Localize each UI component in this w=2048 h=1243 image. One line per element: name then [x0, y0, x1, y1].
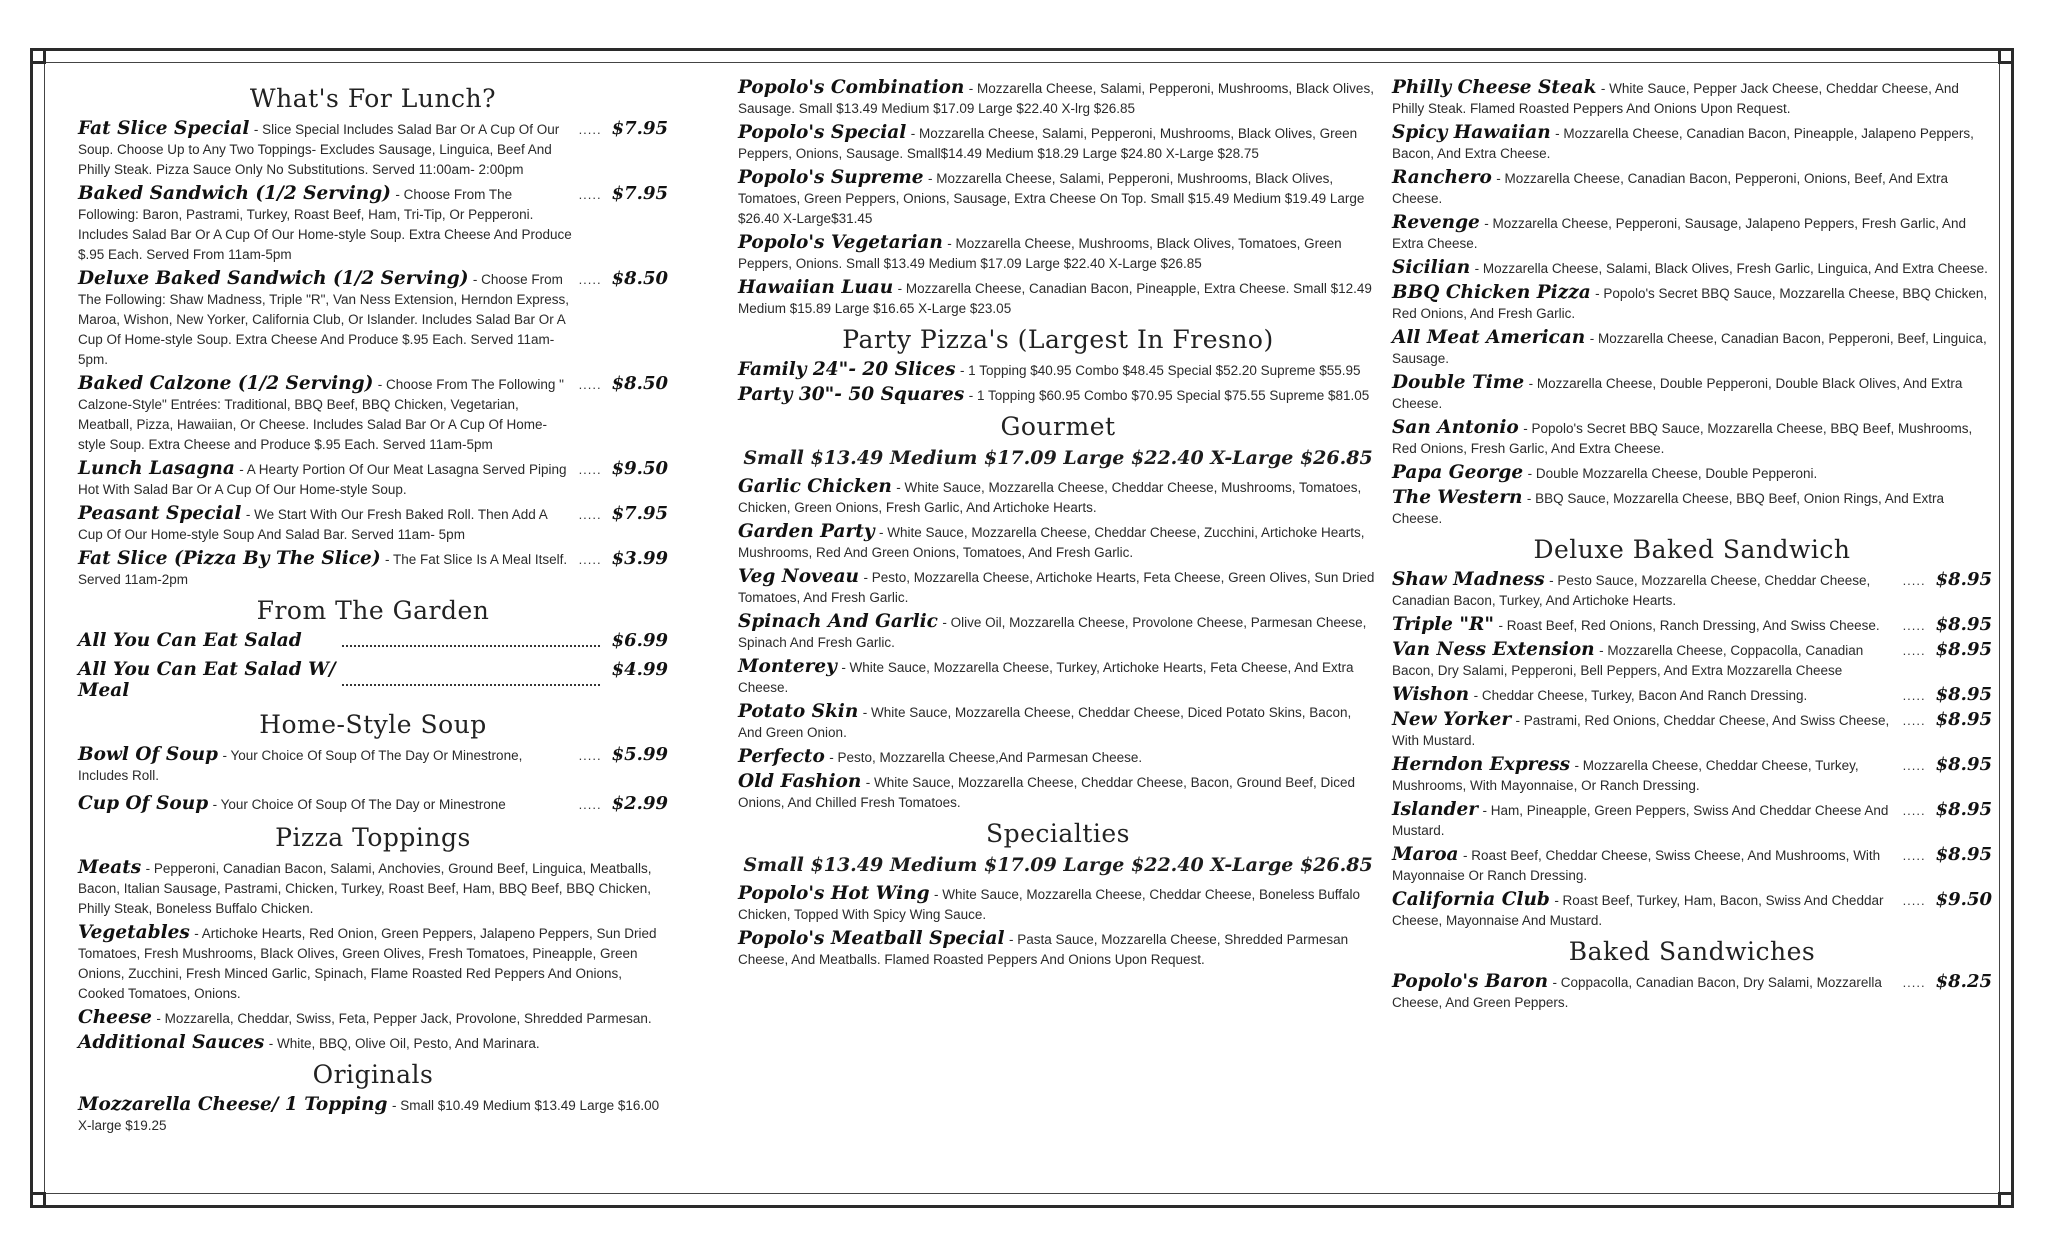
- menu-item: [738, 477, 1378, 518]
- item-name: Cup Of Soup: [78, 793, 209, 814]
- menu-item-body: [78, 269, 575, 370]
- item-name: BBQ Chicken Pizza: [1392, 282, 1591, 303]
- item-description: - White Sauce, Mozzarella Cheese, Cheddar Cheese, Mushrooms, Tomatoes, Chicken, Green Onions, Fresh Garlic, And Artichoke Hearts.: [738, 480, 1362, 515]
- item-name: Hawaiian Luau: [738, 277, 894, 298]
- menu-item: [738, 78, 1378, 119]
- item-description: - Pesto, Mozzarella Cheese,And Parmesan Cheese.: [829, 750, 1143, 765]
- item-description: - We Start With Our Fresh Baked Roll. Then Add A Cup Of Our Home-style Soup And Salad Bar. Served 11am- 5pm: [78, 507, 547, 542]
- dot-leader: .....: [1902, 688, 1926, 703]
- item-name: Herndon Express: [1392, 754, 1571, 775]
- column-right: [1392, 78, 1992, 1017]
- menu-item: [738, 522, 1378, 563]
- dot-leader: .....: [1902, 573, 1926, 588]
- item-description: - Ham, Pineapple, Green Peppers, Swiss And Cheddar Cheese And Mustard.: [1392, 803, 1889, 838]
- item-description: - Mozzarella Cheese, Salami, Pepperoni, Mushrooms, Black Olives, Sausage. Small $13.49 Medium $17.09 Large $22.40 X-lrg $26.85: [738, 81, 1374, 116]
- menu-item-row: [78, 745, 668, 786]
- menu-item-row: [78, 660, 668, 702]
- item-price: $8.95: [1935, 614, 1992, 635]
- item-description: - Mozzarella, Cheddar, Swiss, Feta, Pepper Jack, Provolone, Shredded Parmesan.: [156, 1011, 652, 1026]
- menu-item: [78, 923, 668, 1004]
- item-price: $8.25: [1935, 971, 1992, 992]
- menu-item-body: [78, 745, 575, 786]
- column-middle: [738, 78, 1378, 974]
- menu-item-row: [78, 374, 668, 455]
- dot-leader: .....: [578, 122, 602, 137]
- item-description: - Coppacolla, Canadian Bacon, Dry Salami, Mozzarella Cheese, And Green Peppers.: [1392, 975, 1882, 1010]
- item-price: $2.99: [611, 793, 668, 814]
- item-name: All You Can Eat Salad: [78, 630, 302, 651]
- menu-item-row: [78, 459, 668, 500]
- menu-item-body: [1392, 570, 1899, 611]
- menu-item: [738, 929, 1378, 970]
- item-name: Popolo's Vegetarian: [738, 232, 943, 253]
- item-description: - Pasta Sauce, Mozzarella Cheese, Shredded Parmesan Cheese, And Meatballs. Flamed Roasted Peppers And Onions Upon Request.: [738, 932, 1349, 967]
- menu-item-row: [78, 794, 668, 815]
- item-description: - Your Choice Of Soup Of The Day Or Minestrone, Includes Roll.: [78, 748, 523, 783]
- item-name: Maroa: [1392, 844, 1459, 865]
- menu-item: [1392, 123, 1992, 164]
- item-name: Potato Skin: [738, 701, 859, 722]
- section-title: Home-Style Soup: [259, 710, 487, 739]
- menu-item-body: [78, 794, 575, 815]
- item-description: - Choose From The Following: Shaw Madness, Triple "R", Van Ness Extension, Herndon Express, Maroa, Wishon, New Yorker, California Club, Or Islander. Includes Salad Bar Or A Cup Of Home-style Soup. Extra Cheese And Produce $.95 Each. Served 11am-5pm.: [78, 272, 570, 367]
- menu-item: [78, 1095, 668, 1136]
- item-name: Popolo's Special: [738, 122, 907, 143]
- menu-item: [78, 374, 668, 455]
- corner-ornament: [30, 48, 46, 64]
- menu-item: [1392, 488, 1992, 529]
- item-description: - White Sauce, Mozzarella Cheese, Cheddar Cheese, Zucchini, Artichoke Hearts, Mushrooms, Red And Green Onions, Tomatoes, And Fresh Garlic.: [738, 525, 1365, 560]
- menu-item: [1392, 168, 1992, 209]
- item-price: $8.50: [611, 373, 668, 394]
- item-name: Vegetables: [78, 922, 190, 943]
- item-name: Meats: [78, 857, 142, 878]
- menu-item-row: [78, 631, 668, 652]
- menu-item: [1392, 213, 1992, 254]
- menu-item-body: [78, 119, 575, 180]
- item-name: Triple "R": [1392, 614, 1495, 635]
- section-title: Baked Sandwiches: [1568, 937, 1816, 966]
- item-name: Garlic Chicken: [738, 476, 892, 497]
- menu-item: [78, 269, 668, 370]
- menu-item: [1392, 258, 1992, 279]
- section-title: Gourmet: [1000, 412, 1116, 441]
- section-title: Specialties: [986, 819, 1130, 848]
- dot-leader: .....: [1902, 848, 1926, 863]
- item-name: Veg Noveau: [738, 566, 860, 587]
- item-name: Party 30"- 50 Squares: [738, 384, 965, 405]
- item-name: Papa George: [1392, 462, 1524, 483]
- item-name: Double Time: [1392, 372, 1525, 393]
- item-price: $4.99: [611, 659, 668, 680]
- item-price: $6.99: [611, 630, 668, 651]
- item-name: Family 24"- 20 Slices: [738, 359, 956, 380]
- item-name: Islander: [1392, 799, 1478, 820]
- section-title: From The Garden: [256, 596, 490, 625]
- item-description: - Choose From The Following: Baron, Pastrami, Turkey, Roast Beef, Ham, Tri-Tip, Or Pepperoni. Includes Salad Bar Or A Cup Of Our Home-style Soup. Extra Cheese And Produce $.95 Each. Served From 11am-5pm: [78, 187, 572, 262]
- dot-leader: .....: [1902, 618, 1926, 633]
- item-name: Popolo's Meatball Special: [738, 928, 1005, 949]
- menu-item: [78, 858, 668, 919]
- item-price: $8.95: [1935, 844, 1992, 865]
- menu-item: [1392, 283, 1992, 324]
- menu-columns: [78, 77, 1992, 1188]
- section-title: Pizza Toppings: [275, 823, 471, 852]
- item-description: - Pastrami, Red Onions, Cheddar Cheese, And Swiss Cheese, With Mustard.: [1392, 713, 1890, 748]
- item-description: - Roast Beef, Red Onions, Ranch Dressing, And Swiss Cheese.: [1498, 618, 1880, 633]
- item-name: Garden Party: [738, 521, 875, 542]
- menu-item: [738, 747, 1378, 768]
- section-title: Party Pizza's (Largest In Fresno): [842, 325, 1274, 354]
- menu-item: [1392, 890, 1992, 931]
- item-price: $9.50: [611, 458, 668, 479]
- dot-leader: .....: [578, 507, 602, 522]
- menu-item: [738, 278, 1378, 319]
- item-description: - Mozzarella Cheese, Double Pepperoni, Double Black Olives, And Extra Cheese.: [1392, 376, 1963, 411]
- menu-item: [78, 549, 668, 590]
- item-name: Popolo's Combination: [738, 77, 965, 98]
- menu-item: [78, 459, 668, 500]
- menu-item: [78, 794, 668, 815]
- item-description: - Pepperoni, Canadian Bacon, Salami, Anchovies, Ground Beef, Linguica, Meatballs, Bacon, Italian Sausage, Pastrami, Chicken, Turkey, Roast Beef, Ham, BBQ Beef, BBQ Chicken, Philly Steak, Boneless Buffalo Chicken.: [78, 861, 652, 916]
- menu-item: [738, 123, 1378, 164]
- menu-item-row: [1392, 710, 1992, 751]
- menu-item: [1392, 328, 1992, 369]
- menu-item-body: [1392, 890, 1899, 931]
- item-name: Spinach And Garlic: [738, 611, 938, 632]
- menu-item: [1392, 373, 1992, 414]
- item-description: - Mozzarella Cheese, Canadian Bacon, Pepperoni, Beef, Linguica, Sausage.: [1392, 331, 1987, 366]
- item-name: Peasant Special: [78, 503, 242, 524]
- item-name: Old Fashion: [738, 771, 862, 792]
- dot-leader: [342, 684, 600, 686]
- item-description: - Your Choice Of Soup Of The Day or Minestrone: [212, 797, 506, 812]
- item-name: Baked Calzone (1/2 Serving): [78, 373, 374, 394]
- item-description: - Slice Special Includes Salad Bar Or A Cup Of Our Soup. Choose Up to Any Two Toppings- Excludes Sausage, Linguica, Beef And Philly Steak. Pizza Sauce Only No Substitutions. Served 11:00am- 2:00pm: [78, 122, 560, 177]
- menu-item: [738, 657, 1378, 698]
- item-description: - White, BBQ, Olive Oil, Pesto, And Marinara.: [268, 1036, 540, 1051]
- item-price: $8.95: [1935, 799, 1992, 820]
- menu-item: [1392, 710, 1992, 751]
- dot-leader: .....: [1902, 975, 1926, 990]
- menu-item: [1392, 845, 1992, 886]
- item-description: - Roast Beef, Turkey, Ham, Bacon, Swiss And Cheddar Cheese, Mayonnaise And Mustard.: [1392, 893, 1884, 928]
- menu-item-body: [1392, 972, 1899, 1013]
- size-prices: Small $13.49 Medium $17.09 Large $22.40 X-Large $26.85: [743, 447, 1373, 469]
- menu-item-row: [1392, 800, 1992, 841]
- item-description: - Mozzarella Cheese, Coppacolla, Canadian Bacon, Dry Salami, Pepperoni, Bell Peppers, And Extra Mozzarella Cheese: [1392, 643, 1864, 678]
- item-description: - White Sauce, Mozzarella Cheese, Cheddar Cheese, Diced Potato Skins, Bacon, And Green Onion.: [738, 705, 1352, 740]
- menu-item-row: [1392, 972, 1992, 1013]
- item-name: San Antonio: [1392, 417, 1519, 438]
- menu-item: [78, 745, 668, 786]
- menu-item-row: [1392, 640, 1992, 681]
- menu-item: [738, 612, 1378, 653]
- item-name: The Western: [1392, 487, 1523, 508]
- item-name: Bowl Of Soup: [78, 744, 218, 765]
- item-name: Popolo's Hot Wing: [738, 883, 930, 904]
- menu-item-row: [78, 119, 668, 180]
- menu-item-row: [78, 269, 668, 370]
- menu-item-row: [78, 184, 668, 265]
- menu-item: [738, 360, 1378, 381]
- menu-item-row: [78, 549, 668, 590]
- menu-item: [1392, 640, 1992, 681]
- item-price: $8.50: [611, 268, 668, 289]
- menu-item-body: [1392, 685, 1899, 706]
- menu-item-body: [78, 549, 575, 590]
- item-name: Cheese: [78, 1007, 152, 1028]
- item-description: - Mozzarella Cheese, Cheddar Cheese, Turkey, Mushrooms, With Mayonnaise, Or Ranch Dressing.: [1392, 758, 1859, 793]
- menu-item-body: [78, 631, 336, 652]
- item-description: - White Sauce, Mozzarella Cheese, Turkey, Artichoke Hearts, Feta Cheese, And Extra Cheese.: [738, 660, 1354, 695]
- menu-item: [78, 1008, 668, 1029]
- menu-item: [1392, 685, 1992, 706]
- item-description: - 1 Topping $60.95 Combo $70.95 Special $75.55 Supreme $81.05: [968, 388, 1370, 403]
- menu-item-row: [1392, 570, 1992, 611]
- menu-item: [1392, 570, 1992, 611]
- item-name: All You Can Eat Salad W/ Meal: [78, 659, 336, 701]
- item-price: $8.95: [1935, 754, 1992, 775]
- column-left: [78, 78, 668, 1140]
- menu-item: [1392, 615, 1992, 636]
- item-description: - Mozzarella Cheese, Canadian Bacon, Pepperoni, Onions, Beef, And Extra Cheese.: [1392, 171, 1949, 206]
- menu-item: [1392, 463, 1992, 484]
- dot-leader: .....: [578, 748, 602, 763]
- section-title: What's For Lunch?: [249, 84, 497, 113]
- item-description: - Cheddar Cheese, Turkey, Bacon And Ranch Dressing.: [1473, 688, 1808, 703]
- item-price: $8.95: [1935, 569, 1992, 590]
- menu-item: [738, 385, 1378, 406]
- item-name: Wishon: [1392, 684, 1470, 705]
- item-description: - Olive Oil, Mozzarella Cheese, Provolone Cheese, Parmesan Cheese, Spinach And Fresh Garlic.: [738, 615, 1367, 650]
- menu-item: [78, 184, 668, 265]
- menu-item: [1392, 755, 1992, 796]
- item-name: Spicy Hawaiian: [1392, 122, 1551, 143]
- item-description: - Pesto, Mozzarella Cheese, Artichoke Hearts, Feta Cheese, Green Olives, Sun Dried Tomatoes, And Fresh Garlic.: [738, 570, 1375, 605]
- menu-item: [78, 504, 668, 545]
- menu-item-row: [1392, 890, 1992, 931]
- dot-leader: .....: [578, 552, 602, 567]
- menu-item-body: [78, 184, 575, 265]
- corner-ornament: [1998, 48, 2014, 64]
- dot-leader: .....: [1902, 893, 1926, 908]
- menu-item: [78, 660, 668, 702]
- menu-item: [1392, 800, 1992, 841]
- item-price: $8.95: [1935, 684, 1992, 705]
- menu-item: [738, 168, 1378, 229]
- item-description: - White Sauce, Mozzarella Cheese, Cheddar Cheese, Bacon, Ground Beef, Diced Onions, And Chilled Fresh Tomatoes.: [738, 775, 1356, 810]
- menu-item: [738, 567, 1378, 608]
- item-description: - Popolo's Secret BBQ Sauce, Mozzarella Cheese, BBQ Chicken, Red Onions, And Fresh Garlic.: [1392, 286, 1988, 321]
- menu-item: [1392, 78, 1992, 119]
- menu-item-body: [1392, 710, 1899, 751]
- menu-item-body: [1392, 615, 1899, 636]
- dot-leader: .....: [578, 187, 602, 202]
- dot-leader: .....: [1902, 643, 1926, 658]
- item-price: $5.99: [611, 744, 668, 765]
- item-description: - Roast Beef, Cheddar Cheese, Swiss Cheese, And Mushrooms, With Mayonnaise Or Ranch Dressing.: [1392, 848, 1881, 883]
- item-description: - 1 Topping $40.95 Combo $48.45 Special $52.20 Supreme $55.95: [959, 363, 1361, 378]
- item-name: Fat Slice (Pizza By The Slice): [78, 548, 381, 569]
- item-description: - Mozzarella Cheese, Canadian Bacon, Pineapple, Jalapeno Peppers, Bacon, And Extra Cheese.: [1392, 126, 1974, 161]
- item-price: $7.95: [611, 503, 668, 524]
- item-name: Perfecto: [738, 746, 825, 767]
- item-description: - White Sauce, Mozzarella Cheese, Cheddar Cheese, Boneless Buffalo Chicken, Topped With Spicy Wing Sauce.: [738, 887, 1361, 922]
- item-description: - Choose From The Following " Calzone-Style" Entrées: Traditional, BBQ Beef, BBQ Chicken, Vegetarian, Meatball, Pizza, Hawaiian, Or Cheese. Includes Salad Bar Or A Cup Of Home-style Soup. Extra Cheese and Produce $.95 Each. Served 11am-5pm: [78, 377, 564, 452]
- size-prices: Small $13.49 Medium $17.09 Large $22.40 X-Large $26.85: [743, 854, 1373, 876]
- item-name: Deluxe Baked Sandwich (1/2 Serving): [78, 268, 469, 289]
- menu-item-row: [1392, 845, 1992, 886]
- menu-item: [738, 884, 1378, 925]
- menu-item-body: [78, 660, 336, 702]
- menu-item-body: [1392, 755, 1899, 796]
- item-name: Sicilian: [1392, 257, 1471, 278]
- menu-item: [738, 702, 1378, 743]
- menu-item-body: [1392, 640, 1899, 681]
- menu-item: [1392, 972, 1992, 1013]
- menu-item-body: [1392, 845, 1899, 886]
- item-description: - Mozzarella Cheese, Canadian Bacon, Pineapple, Extra Cheese. Small $12.49 Medium $15.89 Large $16.65 X-Large $23.05: [738, 281, 1372, 316]
- item-name: Philly Cheese Steak: [1392, 77, 1597, 98]
- menu-item-body: [1392, 800, 1899, 841]
- item-name: New Yorker: [1392, 709, 1512, 730]
- item-name: California Club: [1392, 889, 1550, 910]
- menu-item-row: [1392, 615, 1992, 636]
- item-price: $9.50: [1935, 889, 1992, 910]
- item-price: $3.99: [611, 548, 668, 569]
- section-title: Originals: [312, 1060, 434, 1089]
- item-description: - The Fat Slice Is A Meal Itself. Served 11am-2pm: [78, 552, 568, 587]
- menu-item: [78, 119, 668, 180]
- item-description: - Artichoke Hearts, Red Onion, Green Peppers, Jalapeno Peppers, Sun Dried Tomatoes, Fresh Mushrooms, Black Olives, Green Olives, Fresh Tomatoes, Pineapple, Green Onions, Zucchini, Fresh Minced Garlic, Spinach, Flame Roasted Red Peppers And Onions, Cooked Tomatoes, Onions.: [78, 926, 657, 1001]
- dot-leader: .....: [578, 377, 602, 392]
- item-description: - Mozzarella Cheese, Mushrooms, Black Olives, Tomatoes, Green Peppers, Onions. Small $13.49 Medium $17.09 Large $22.40 X-Large $26.85: [738, 236, 1342, 271]
- item-name: Additional Sauces: [78, 1032, 265, 1053]
- menu-item: [738, 772, 1378, 813]
- item-name: Monterey: [738, 656, 837, 677]
- item-description: - A Hearty Portion Of Our Meat Lasagna Served Piping Hot With Salad Bar Or A Cup Of Our Home-style Soup.: [78, 462, 567, 497]
- item-name: Ranchero: [1392, 167, 1492, 188]
- item-name: All Meat American: [1392, 327, 1586, 348]
- menu-item: [1392, 418, 1992, 459]
- item-description: - Mozzarella Cheese, Salami, Pepperoni, Mushrooms, Black Olives, Tomatoes, Green Peppers, Onions, Sausage, Extra Cheese On Top. Small $15.49 Medium $19.49 Large $26.40 X-Large$31.45: [738, 171, 1365, 226]
- dot-leader: .....: [578, 797, 602, 812]
- item-name: Lunch Lasagna: [78, 458, 235, 479]
- item-description: - Small $10.49 Medium $13.49 Large $16.00 X-large $19.25: [78, 1098, 660, 1133]
- item-name: Revenge: [1392, 212, 1480, 233]
- menu-item-row: [78, 504, 668, 545]
- menu-item: [738, 233, 1378, 274]
- item-description: - Mozzarella Cheese, Pepperoni, Sausage, Jalapeno Peppers, Fresh Garlic, And Extra Cheese.: [1392, 216, 1967, 251]
- corner-ornament: [1998, 1192, 2014, 1208]
- menu-item-row: [1392, 755, 1992, 796]
- dot-leader: [342, 645, 600, 647]
- item-price: $7.95: [611, 183, 668, 204]
- section-title: Deluxe Baked Sandwich: [1533, 535, 1851, 564]
- corner-ornament: [30, 1192, 46, 1208]
- dot-leader: .....: [1902, 758, 1926, 773]
- dot-leader: .....: [1902, 713, 1926, 728]
- item-price: $8.95: [1935, 709, 1992, 730]
- item-description: - BBQ Sauce, Mozzarella Cheese, BBQ Beef, Onion Rings, And Extra Cheese.: [1392, 491, 1945, 526]
- menu-item: [78, 631, 668, 652]
- item-name: Shaw Madness: [1392, 569, 1545, 590]
- item-description: - White Sauce, Pepper Jack Cheese, Cheddar Cheese, And Philly Steak. Flamed Roasted Peppers And Onions Upon Request.: [1392, 81, 1959, 116]
- menu-item-body: [78, 374, 575, 455]
- item-price: $8.95: [1935, 639, 1992, 660]
- item-description: - Mozzarella Cheese, Salami, Pepperoni, Mushrooms, Black Olives, Green Peppers, Onions, Sausage. Small$14.49 Medium $18.29 Large $24.80 X-Large $28.75: [738, 126, 1358, 161]
- item-name: Popolo's Supreme: [738, 167, 924, 188]
- dot-leader: .....: [1902, 803, 1926, 818]
- item-name: Mozzarella Cheese/ 1 Topping: [78, 1094, 388, 1115]
- item-name: Baked Sandwich (1/2 Serving): [78, 183, 391, 204]
- item-description: - Popolo's Secret BBQ Sauce, Mozzarella Cheese, BBQ Beef, Mushrooms, Red Onions, Fresh Garlic, And Extra Cheese.: [1392, 421, 1973, 456]
- menu-item-row: [1392, 685, 1992, 706]
- item-name: Fat Slice Special: [78, 118, 250, 139]
- menu-item-body: [78, 504, 575, 545]
- menu-item: [78, 1033, 668, 1054]
- item-name: Popolo's Baron: [1392, 971, 1549, 992]
- dot-leader: .....: [578, 272, 602, 287]
- menu-item-body: [78, 459, 575, 500]
- item-description: - Pesto Sauce, Mozzarella Cheese, Cheddar Cheese, Canadian Bacon, Turkey, And Artichoke Hearts.: [1392, 573, 1871, 608]
- item-description: - Double Mozzarella Cheese, Double Pepperoni.: [1527, 466, 1818, 481]
- item-name: Van Ness Extension: [1392, 639, 1595, 660]
- item-description: - Mozzarella Cheese, Salami, Black Olives, Fresh Garlic, Linguica, And Extra Cheese.: [1474, 261, 1988, 276]
- dot-leader: .....: [578, 462, 602, 477]
- item-price: $7.95: [611, 118, 668, 139]
